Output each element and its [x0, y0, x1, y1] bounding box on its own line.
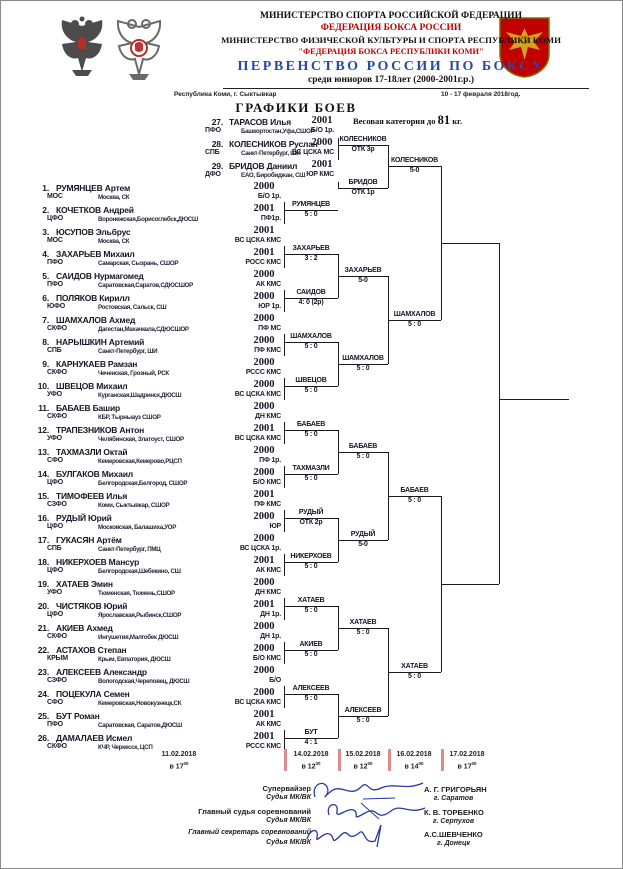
bout-winner: ЗАХАРЬЕВ	[292, 245, 330, 252]
tournament-bracket	[1, 1, 623, 869]
bout-winner: ТАХМАЗЛИ	[292, 465, 330, 472]
boxer-region: КРЫМ	[47, 655, 68, 662]
boxer-name: НАРЫШКИН Артемий	[56, 337, 145, 347]
boxer-rank: АК КМС	[255, 567, 281, 574]
boxer-club: Санкт-Петербург, ПМЦ	[98, 546, 161, 553]
event-title: ПЕРВЕНСТВО РОССИИ ПО БОКСУ	[237, 59, 545, 74]
boxer-region: УФО	[47, 589, 62, 596]
boxer-number: 21.	[37, 623, 49, 633]
boxer-rank: Б/О КМС	[252, 655, 281, 662]
boxer-region: ЦФО	[47, 479, 63, 486]
boxer-region: СПБ	[47, 545, 62, 552]
bout-score: 5 : 0	[304, 607, 318, 614]
bout-winner: КОЛЕСНИКОВ	[339, 136, 387, 143]
boxer-rank: Б/О	[269, 677, 281, 684]
boxer-name: ШАМХАЛОВ Ахмед	[56, 315, 136, 325]
boxer-club: Московская, Балашиха,УОР	[98, 524, 177, 531]
boxer-name: БУЛГАКОВ Михаил	[56, 469, 133, 479]
bout-score: 5 : 0	[407, 321, 421, 328]
boxer-name: ХАТАЕВ Эмин	[56, 579, 113, 589]
boxer-rank: ВС ЦСКА МС	[291, 149, 334, 156]
boxer-rank: ПФ КМС	[254, 347, 281, 354]
schedule-time	[147, 761, 211, 770]
boxer-name: ЮСУПОВ Эльбрус	[56, 227, 131, 237]
boxer-number: 1.	[42, 183, 49, 193]
boxer-year: 2000	[253, 621, 275, 632]
official-role-1: Супервайзер	[262, 784, 311, 793]
boxer-number: 27.	[211, 117, 223, 127]
boxer-number: 23.	[37, 667, 49, 677]
bout-winner: БАБАЕВ	[296, 421, 326, 428]
boxer-region: УФО	[47, 435, 62, 442]
bout-score: 5 : 0	[304, 651, 318, 658]
boxer-region: СПБ	[47, 347, 62, 354]
schedule-time-text: в 12	[353, 763, 368, 771]
semifinal-line	[441, 584, 499, 585]
boxer-number: 22.	[37, 645, 49, 655]
boxer-region: СКФО	[47, 325, 67, 332]
boxer-region: СКФО	[47, 369, 67, 376]
bout-winner: АЛЕКСЕЕВ	[292, 685, 330, 692]
boxer-year: 2001	[253, 423, 275, 434]
bout-winner: ХАТАЕВ	[349, 619, 377, 626]
bout-score: 5 : 0	[304, 431, 318, 438]
schedule-time-text: в 17	[169, 763, 184, 771]
boxer-name: ТАХМАЗЛИ Октай	[56, 447, 128, 457]
boxer-number: 5.	[42, 271, 49, 281]
official-role-2: Главный судья соревнований	[198, 807, 311, 816]
bout-score: 5 : 0	[356, 629, 370, 636]
boxer-number: 11.	[38, 403, 49, 413]
boxer-year: 2001	[253, 247, 275, 258]
bout-score: 5 : 0	[356, 717, 370, 724]
bout-winner: БРИДОВ	[348, 179, 378, 186]
bout-winner: ХАТАЕВ	[401, 663, 428, 670]
page-title: ГРАФИКИ БОЕВ	[235, 100, 357, 115]
official-city-2: г. Серпухов	[432, 818, 475, 825]
schedule-time-text: в 12	[301, 763, 316, 771]
boxer-year: 2001	[311, 115, 333, 126]
bout-winner: РУДЫЙ	[350, 531, 376, 538]
boxer-number: 12.	[37, 425, 49, 435]
venue-label: Республика Коми, г. Сыктывкар	[174, 91, 277, 98]
boxer-club: Москва, СК	[98, 238, 130, 245]
weight-prefix: Весовая категория до	[353, 116, 436, 126]
boxer-rank: ЮР	[269, 523, 281, 530]
schedule-time-text: в 17	[457, 763, 472, 771]
official-subrole-1: Судья МК/ВК	[266, 794, 311, 801]
boxer-year: 2000	[253, 379, 275, 390]
boxer-region: ПФО	[47, 721, 63, 728]
schedule-date: 17.02.2018	[449, 751, 485, 758]
boxer-name: ТИМОФЕЕВ Илья	[56, 491, 128, 501]
schedule-date: 16.02.2018	[396, 751, 432, 758]
bout-winner: АКИЕВ	[299, 641, 323, 648]
boxer-name: ТРАПЕЗНИКОВ Антон	[56, 425, 145, 435]
boxer-rank: ДН КМС	[255, 413, 281, 420]
boxer-region: ПФО	[47, 259, 63, 266]
boxer-rank: Б/О 1р.	[257, 193, 281, 200]
boxer-club: Кемеровская,Кемерово,РЦСП	[98, 458, 182, 465]
boxer-name: КОЛЕСНИКОВ Руслан	[229, 139, 318, 149]
bout-score: 5-0	[409, 167, 420, 174]
bout-score: 5 : 0	[304, 387, 318, 394]
bout-winner: ШАМХАЛОВ	[290, 333, 332, 340]
boxer-rank: ПФ МС	[258, 325, 281, 332]
boxer-number: 24.	[37, 689, 49, 699]
boxer-club: Ростовская, Сальск, СШ	[98, 304, 167, 311]
boxer-year: 2000	[253, 665, 275, 676]
boxer-year: 2001	[253, 599, 275, 610]
boxer-number: 29.	[211, 161, 223, 171]
boxer-club: Саратовская,Саратов,СДЮСШОР	[98, 282, 193, 289]
boxer-number: 18.	[37, 557, 49, 567]
boxer-rank: ЮР 1р.	[258, 303, 281, 310]
boxer-rank: РССС КМС	[245, 369, 281, 376]
boxer-club: Чеченская, Грозный, РСК	[98, 370, 169, 377]
boxer-name: ПОЦЕКУЛА Семен	[56, 689, 130, 699]
boxer-rank: ДН 1р.	[260, 611, 281, 618]
boxer-year: 2000	[253, 643, 275, 654]
schedule-time-superscript: 00	[471, 761, 477, 766]
boxer-year: 2000	[253, 401, 275, 412]
boxer-region: СКФО	[47, 743, 67, 750]
boxer-club: Самарская, Сызрань, СШОР	[98, 260, 179, 267]
boxer-number: 28.	[211, 139, 223, 149]
boxer-rank: ЮР КМС	[306, 171, 334, 178]
bout-winner: РУМЯНЦЕВ	[291, 201, 331, 208]
bout-winner: САИДОВ	[296, 289, 326, 296]
boxer-year: 2000	[253, 269, 275, 280]
boxer-rank: ВС ЦСКА КМС	[234, 391, 281, 398]
bout-score: ОТК 1р	[351, 189, 375, 196]
federation-title: ФЕДЕРАЦИЯ БОКСА РОССИИ	[320, 23, 462, 33]
boxer-year: 2001	[253, 709, 275, 720]
boxer-rank: ВС ЦСКА КМС	[234, 237, 281, 244]
official-city-3: г. Донецк	[436, 840, 471, 847]
bout-winner: ШАМХАЛОВ	[342, 355, 384, 362]
boxer-club: Курганская,Шадринск,ДЮСШ	[98, 392, 182, 399]
bout-winner: ШВЕЦОВ	[295, 377, 327, 384]
boxer-name: КАРНУКАЕВ Рамзан	[56, 359, 138, 369]
boxer-name: ГУКАСЯН Артём	[56, 535, 122, 545]
boxer-number: 13.	[37, 447, 49, 457]
schedule-time-superscript: 00	[367, 761, 373, 766]
boxer-region: СФО	[47, 699, 63, 706]
bout-winner: РУДЫЙ	[298, 509, 324, 516]
signature-chief-secretary	[301, 821, 401, 854]
bout-score: 5 : 0	[304, 211, 318, 218]
boxer-rank: ДН 1р.	[260, 633, 281, 640]
boxer-year: 2000	[253, 181, 275, 192]
boxer-club: Саратовская, Саратов,ДЮСШ	[98, 722, 182, 729]
boxer-number: 14.	[37, 469, 49, 479]
boxer-region: СЗФО	[47, 677, 67, 684]
boxer-club: Вологодская,Череповец, ДЮСШ	[98, 678, 190, 685]
boxer-region: ЮФО	[47, 303, 66, 310]
boxer-year: 2001	[253, 555, 275, 566]
boxer-year: 2001	[253, 225, 275, 236]
komi-federation-title: "ФЕДЕРАЦИЯ БОКСА РЕСПУБЛИКИ КОМИ"	[298, 47, 484, 56]
boxer-name: НИКЕРХОЕВ Мансур	[56, 557, 140, 567]
boxer-rank: ДН КМС	[255, 589, 281, 596]
bout-score: 5-0	[358, 541, 368, 548]
boxer-number: 7.	[42, 315, 49, 325]
boxer-region: СФО	[47, 457, 63, 464]
bout-score: 3 : 2	[304, 255, 318, 262]
boxer-club: КЧР, Черкесск, ЦСП	[98, 744, 153, 751]
komi-ministry-title: МИНИСТЕРСТВО ФИЗИЧЕСКОЙ КУЛЬТУРЫ И СПОРТА РЕСПУБЛИКИ КОМИ	[221, 35, 561, 45]
schedule-time	[435, 761, 499, 770]
official-name-2: К. В. ТОРБЕНКО	[424, 808, 484, 817]
boxer-year: 2000	[311, 137, 333, 148]
boxer-year: 2000	[253, 577, 275, 588]
bout-score: ОТК 3р	[351, 146, 375, 153]
boxer-region: СЗФО	[47, 501, 67, 508]
ministry-title: МИНИСТЕРСТВО СПОРТА РОССИЙСКОЙ ФЕДЕРАЦИИ	[260, 11, 522, 21]
schedule-time-superscript: 00	[418, 761, 424, 766]
boxer-rank: ПФ КМС	[254, 501, 281, 508]
semifinal-line	[441, 243, 499, 244]
boxer-name: БАБАЕВ Башир	[56, 403, 120, 413]
boxer-club: Санкт-Петербург, ШИ	[241, 150, 301, 157]
boxer-year: 2000	[253, 357, 275, 368]
boxer-number: 16.	[37, 513, 49, 523]
boxer-year: 2000	[253, 291, 275, 302]
boxer-rank: ВС ЦСКА КМС	[234, 435, 281, 442]
boxer-region: СКФО	[47, 413, 67, 420]
boxer-year: 2000	[253, 467, 275, 478]
boxer-name: ПОЛЯКОВ Кирилл	[56, 293, 130, 303]
boxer-number: 6.	[42, 293, 49, 303]
boxer-year: 2000	[253, 335, 275, 346]
bout-winner: ЗАХАРЬЕВ	[344, 267, 382, 274]
boxer-region: УФО	[47, 391, 62, 398]
boxer-region: ЦФО	[47, 523, 63, 530]
boxer-rank: ВС ЦСКА КМС	[234, 699, 281, 706]
bout-winner: БУТ	[304, 729, 318, 736]
boxer-rank: ПФ1р.	[260, 215, 281, 222]
boxer-club: Белгородская,Шебекино, СШ	[98, 568, 181, 575]
event-dates-label: 10 - 17 февраля 2018год.	[441, 91, 521, 98]
boxer-name: АКИЕВ Ахмед	[56, 623, 113, 633]
boxer-club: Ингушетия,Малгобек ДЮСШ	[98, 634, 179, 641]
bout-score: 5 : 0	[304, 475, 318, 482]
boxer-club: Кемеровская,Новокузнецк,СК	[98, 700, 182, 707]
schedule-time-text: в 14	[404, 763, 419, 771]
boxer-rank: Б/О 1р.	[310, 127, 334, 134]
bout-winner: ХАТАЕВ	[297, 597, 325, 604]
schedule-date: 14.02.2018	[293, 751, 329, 758]
boxer-rank: АК КМС	[255, 721, 281, 728]
official-subrole-3: Судья МК/ВК	[266, 839, 311, 846]
boxer-name: ШВЕЦОВ Михаил	[56, 381, 128, 391]
bout-score: 5 : 0	[304, 563, 318, 570]
boxer-name: БРИДОВ Даниил	[229, 161, 298, 171]
boxer-club: Дагестан,Махачкала,СДЮСШОР	[98, 326, 189, 333]
boxer-name: РУДЫЙ Юрий	[56, 513, 112, 523]
bout-score: 5 : 0	[407, 497, 421, 504]
boxer-name: БУТ Роман	[56, 711, 100, 721]
boxer-name: ЧИСТЯКОВ Юрий	[56, 601, 128, 611]
boxer-number: 25.	[37, 711, 49, 721]
boxer-region: МОС	[47, 237, 63, 244]
boxer-number: 20.	[37, 601, 49, 611]
bout-winner: КОЛЕСНИКОВ	[390, 157, 439, 164]
boxer-region: ЦФО	[47, 567, 63, 574]
boxer-number: 4.	[42, 249, 49, 259]
weight-value: 81	[437, 113, 451, 127]
boxer-region: ДФО	[205, 171, 221, 178]
boxer-club: Башкортостан,Уфа,СШОР	[241, 128, 315, 135]
bout-score: 4: 0 (2р)	[298, 299, 324, 306]
boxer-number: 2.	[42, 205, 49, 215]
boxer-region: ПФО	[205, 127, 221, 134]
boxer-year: 2001	[253, 203, 275, 214]
boxer-rank: ПФ 1р.	[259, 457, 281, 464]
boxer-name: КОЧЕТКОВ Андрей	[56, 205, 134, 215]
official-name-1: А. Г. ГРИГОРЬЯН	[424, 785, 487, 794]
boxer-region: МОС	[47, 193, 63, 200]
boxer-rank: РССС КМС	[245, 743, 281, 750]
boxer-year: 2000	[253, 313, 275, 324]
boxer-club: Ярославская,Рыбинск,СШОР	[98, 612, 182, 619]
boxer-region: ПФО	[47, 281, 63, 288]
bout-winner: ШАМХАЛОВ	[393, 311, 436, 318]
boxer-club: Тюменская, Тюмень,СШОР	[98, 590, 175, 597]
bout-score: ОТК 2р	[299, 519, 323, 526]
boxer-number: 8.	[42, 337, 49, 347]
boxer-club: Коми, Сыктывкар, СШОР	[98, 502, 170, 509]
schedule-time-superscript: 00	[183, 761, 189, 766]
bout-score: 4 : 1	[304, 739, 318, 746]
boxer-number: 15.	[37, 491, 49, 501]
official-role-3: Главный секретарь соревнований	[188, 829, 311, 836]
boxer-region: СКФО	[47, 633, 67, 640]
boxer-club: КБР, Тырныауз СШОР	[98, 414, 161, 421]
boxer-region: ЦФО	[47, 611, 63, 618]
boxer-name: ТАРАСОВ Илья	[229, 117, 291, 127]
bout-winner: БАБАЕВ	[348, 443, 378, 450]
boxer-name: АЛЕКСЕЕВ Александр	[56, 667, 147, 677]
boxer-year: 2000	[253, 687, 275, 698]
boxer-number: 10.	[37, 381, 49, 391]
bout-score: 5 : 0	[304, 343, 318, 350]
boxer-region: ЦФО	[47, 215, 63, 222]
boxer-rank: АК КМС	[255, 281, 281, 288]
bout-winner: БАБАЕВ	[400, 487, 429, 494]
boxer-number: 19.	[37, 579, 49, 589]
boxer-rank: РОСС КМС	[245, 259, 281, 266]
event-subtitle: среди юниоров 17-18лет (2000-2001г.р.)	[307, 75, 475, 85]
bout-score: 5-0	[358, 277, 368, 284]
boxer-number: 3.	[42, 227, 49, 237]
weight-suffix: кг.	[452, 116, 463, 126]
boxer-rank: Б/О КМС	[252, 479, 281, 486]
boxer-year: 2001	[253, 489, 275, 500]
boxer-region: СПБ	[205, 149, 220, 156]
boxer-club: Воронежская,Борисоглебск,ДЮСШ	[98, 216, 198, 223]
official-subrole-2: Судья МК/ВК	[266, 817, 311, 824]
official-city-1: г. Саратов	[433, 795, 474, 802]
boxer-name: ЗАХАРЬЕВ Михаил	[56, 249, 135, 259]
boxer-year: 2000	[253, 445, 275, 456]
boxer-club: Белгородская,Белгород, СШОР	[98, 480, 188, 487]
bout-score: 5 : 0	[407, 673, 421, 680]
boxer-name: РУМЯНЦЕВ Артем	[56, 183, 131, 193]
boxer-year: 2000	[253, 511, 275, 522]
boxer-name: САИДОВ Нурмагомед	[56, 271, 144, 281]
bout-winner: АЛЕКСЕЕВ	[344, 707, 382, 714]
boxer-club: ЕАО, Биробиджан, СШ	[241, 172, 306, 179]
boxer-rank: ВС ЦСКА 1р.	[239, 545, 281, 552]
boxer-club: Челябинская, Златоуст, СШОР	[98, 436, 184, 443]
bout-score: 5 : 0	[356, 453, 370, 460]
schedule-date: 15.02.2018	[345, 751, 381, 758]
boxer-year: 2000	[253, 533, 275, 544]
schedule-date: 11.02.2018	[161, 751, 197, 758]
schedule-time-superscript: 00	[315, 761, 321, 766]
boxer-number: 17.	[37, 535, 49, 545]
bout-winner: НИКЕРХОЕВ	[290, 553, 332, 560]
bout-score: 5 : 0	[304, 695, 318, 702]
boxer-club: Москва, СК	[98, 194, 130, 201]
bracket-line	[499, 243, 500, 584]
boxer-year: 2001	[311, 159, 333, 170]
boxer-year: 2001	[253, 731, 275, 742]
boxer-number: 9.	[42, 359, 49, 369]
boxer-club: Крым, Евпатория, ДЮСШ	[98, 656, 171, 663]
bout-score: 5 : 0	[356, 365, 370, 372]
boxer-name: АСТАХОВ Степан	[56, 645, 127, 655]
boxer-number: 26.	[37, 733, 49, 743]
boxer-club: Санкт-Петербург, ШИ	[98, 348, 158, 355]
final-line	[499, 399, 569, 400]
official-name-3: А.С.ШЕВЧЕНКО	[424, 830, 483, 839]
boxer-name: ДАМАЛАЕВ Исмел	[56, 733, 133, 743]
